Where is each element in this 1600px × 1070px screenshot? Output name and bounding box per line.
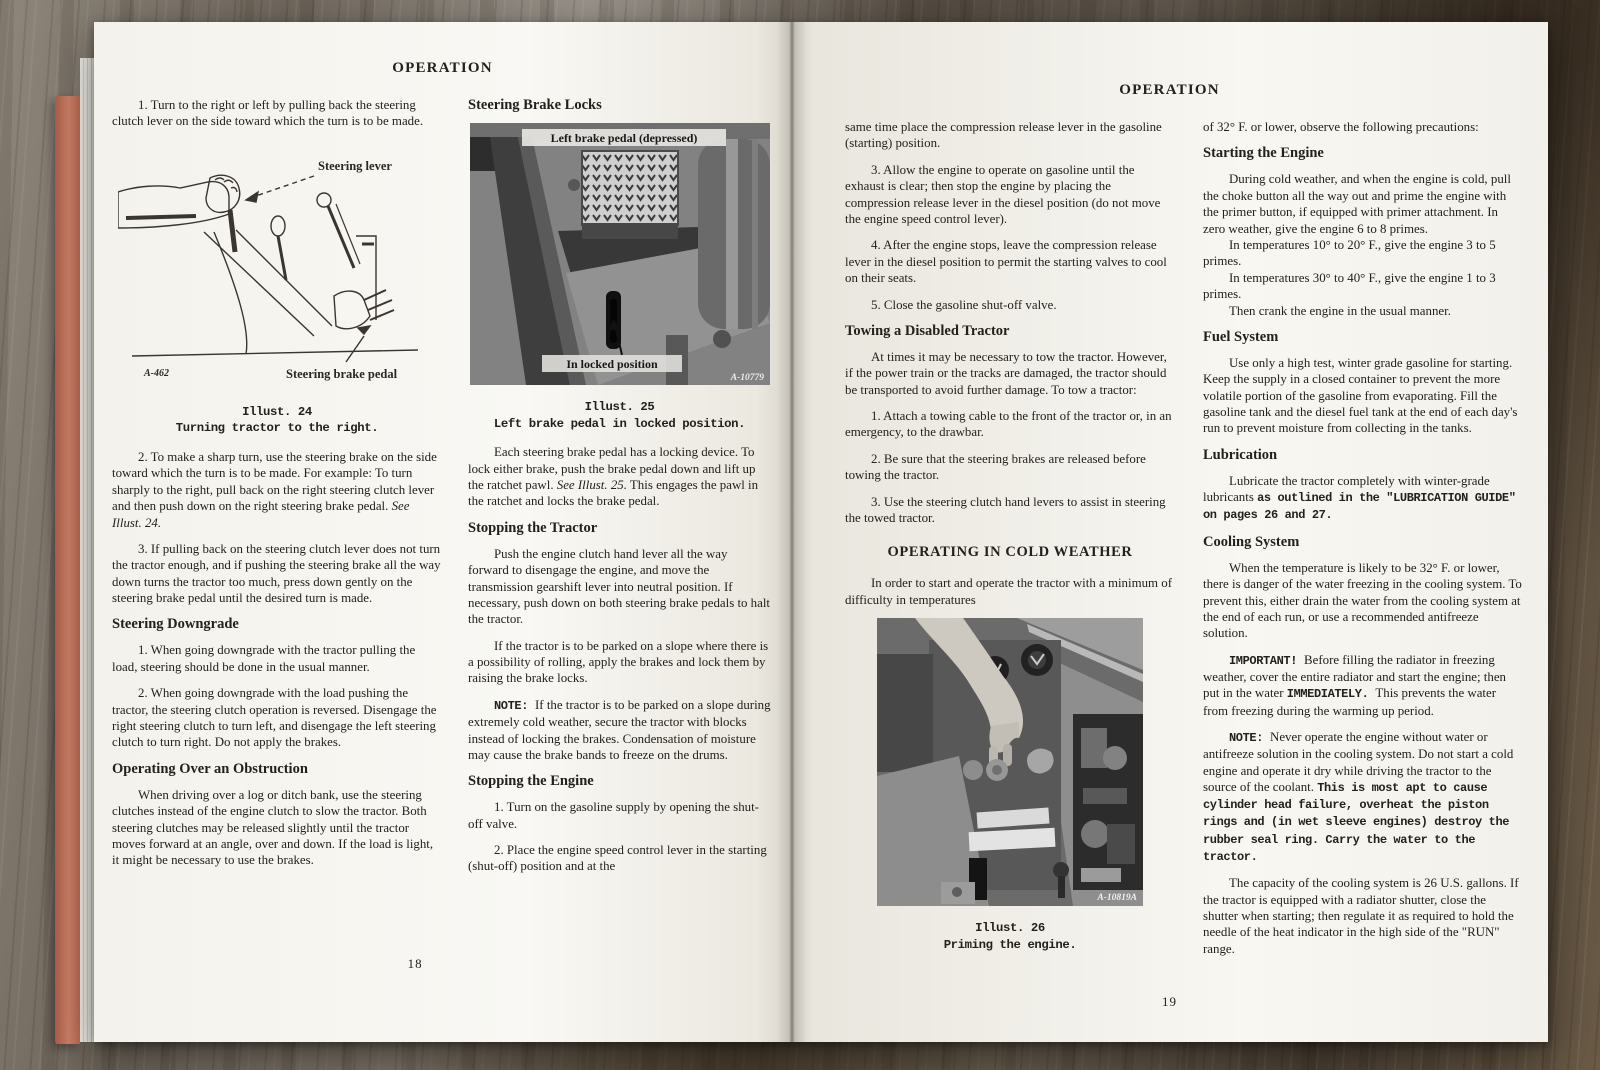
heading-steering-brake-locks: Steering Brake Locks <box>468 97 602 113</box>
page-header-left: OPERATION <box>392 60 493 76</box>
paragraph-stopping-tractor: Push the engine clutch hand lever all the way forward to disengage the engine, and move the transmission gearshift lever into neutral position. If necessary, push down on both steering brake pedals to halt the tractor. <box>468 546 771 627</box>
illustration-24 <box>112 140 442 437</box>
illust-24-code: A-462 <box>144 367 169 379</box>
boot-on-pedal <box>334 291 370 329</box>
illust-25-photo <box>470 123 770 385</box>
paragraph-cooling-system: When the temperature is likely to be 32° F. or lower, there is danger of the water freezing in the cooling system. To prevent this, either drain the water from the cooling system at the end of each run, or use a recommended antifreeze solution. <box>1203 560 1522 641</box>
bolt <box>963 760 983 780</box>
illust-24-caption: Illust. 24 Turning tractor to the right. <box>175 404 379 436</box>
important-label: IMPORTANT! <box>1229 653 1298 668</box>
page-edge-stack <box>80 58 94 1042</box>
paragraph-precautions: of 32° F. or lower, observe the following precautions: <box>1203 120 1479 134</box>
heading-operating-in-cold-weather: OPERATING IN COLD WEATHER <box>887 544 1133 561</box>
paragraph-towing-1: 1. Attach a towing cable to the front of the tractor or, in an emergency, to the drawbar. <box>845 409 1172 440</box>
page-19-columns <box>791 119 1548 967</box>
paragraph-locking-device: Each steering brake pedal has a locking device. To lock either brake, push the brake pedal down and lift up the ratchet pawl. See Illust. 25. This engages the pawl in the ratchet and locks the brake pedal. <box>468 445 759 509</box>
page-number-19: 19 <box>1162 994 1177 1009</box>
paragraph-important-radiator: IMPORTANT! Before filling the radiator in freezing weather, cover the entire radiator and start the engine; then put in the water IMMEDIATELY. This prevents the water from freezing during the warming up period. <box>1203 652 1506 718</box>
paragraph-after-engine-stops: 4. After the engine stops, leave the compression release lever in the diesel position to permit the starting valves to cool on their seats. <box>845 238 1167 286</box>
page-header-right: OPERATION <box>1119 82 1220 98</box>
illustration-26 <box>845 618 1175 953</box>
paragraph-cooling-capacity: The capacity of the cooling system is 26 U.S. gallons. If the tractor is equipped with a radiator shutter, close the shutter when starting; then regulate it as required to hold the needle of the heat indicator in the high side of the "RUN" range. <box>1203 876 1519 956</box>
illust-24-label-brake-pedal: Steering brake pedal <box>286 366 398 381</box>
brake-pedal-pad <box>582 151 678 225</box>
paragraph-note-cold-parking: NOTE: If the tractor is to be parked on a slope during extremely cold weather, secure the tractor with blocks instead of locking the brakes. Condensation of moisture may cause the brake bands to freeze on the drums. <box>468 697 771 762</box>
paragraph-parked-slope: If the tractor is to be parked on a slope where there is a possibility of rolling, apply the brakes and lock them by raising the brake locks. <box>468 638 769 686</box>
immediately-word: IMMEDIATELY. <box>1286 687 1369 702</box>
manual-book-spread <box>94 22 1548 1042</box>
heading-cooling-system: Cooling System <box>1203 533 1300 550</box>
page-number-18: 18 <box>407 956 423 971</box>
paragraph-sharp-turn: 2. To make a sharp turn, use the steering brake on the side toward which the turn is to be made. For example: To turn sharply to the right, pull back on the right steering clutch lever and then push down on the right steering brake pedal. See Illust. 24. <box>112 449 437 530</box>
paragraph-primes-30-40: In temperatures 30° to 40° F., give the engine 1 to 3 primes. <box>1203 270 1496 302</box>
paragraph-cold-intro: In order to start and operate the tractor with a minimum of difficulty in temperatures <box>845 576 1173 607</box>
illust-25-code: A-10779 <box>730 373 764 383</box>
paragraph-choke-primer: During cold weather, and when the engine is cold, pull the choke button all the way out and prime the engine with the primer button, if equipped with primer attachment. In zero weather, give the engine 6 to 8 primes. <box>1203 172 1511 236</box>
paragraph-note-coolant: NOTE: Never operate the engine without water or antifreeze solution in the cooling system. Do not start a cold engine and operate it dry while driving the tractor to the source of the coolant. This is most apt to cause cylinder head failure, overheat the piston rings and (in wet sleeve engines) destroy the rubber seal ring. Carry the water to the tractor. <box>1203 729 1514 864</box>
page-18-columns <box>94 97 791 885</box>
illust-26-caption: Illust. 26 Priming the engine. <box>943 921 1077 952</box>
page-18-column-2 <box>468 97 771 885</box>
paragraph-close-shutoff: 5. Close the gasoline shut-off valve. <box>871 297 1057 312</box>
illust-25-label-top: Left brake pedal (depressed) <box>550 131 697 145</box>
paragraph-towing-2: 2. Be sure that the steering brakes are released before towing the tractor. <box>845 451 1146 483</box>
illust-25-label-bottom: In locked position <box>565 357 658 371</box>
illust-26-code: A-10819A <box>1097 893 1137 904</box>
page-19-column-2 <box>1203 119 1522 967</box>
paragraph-allow-engine: 3. Allow the engine to operate on gasoline until the exhaust is clear; then stop the engine by placing the compression release lever in the diesel position (do not move the engine speed control lever). <box>845 162 1161 226</box>
armrest <box>126 216 196 218</box>
heading-steering-downgrade: Steering Downgrade <box>112 616 239 633</box>
paragraph-fuel-system: Use only a high test, winter grade gasoline for starting. Keep the supply in a closed container to prevent the more volatile portion of the gasoline from evaporating. Fill the gasoline tank and the diesel fuel tank at the end of each day's run to prevent moisture from collecting in the tanks. <box>1203 355 1518 436</box>
paragraph-gentle-brake: 3. If pulling back on the steering clutch lever does not turn the tractor enough, and if pushing the steering brake all the way down turns the tractor too much, press down gently on the steering brake pedal until the desired turn is made. <box>112 541 441 606</box>
heading-fuel-system: Fuel System <box>1203 328 1279 345</box>
page-19 <box>791 22 1548 1042</box>
paragraph-stop-engine-1: 1. Turn on the gasoline supply by opening the shut-off valve. <box>468 800 759 831</box>
paragraph-towing-intro: At times it may be necessary to tow the tractor. However, if the power train or the tracks are damaged, the tractor should be transported to avoid further damage. To tow a tractor: <box>845 349 1167 397</box>
operator-arm <box>118 181 229 227</box>
illust-26-photo <box>877 618 1143 906</box>
heading-stopping-the-tractor: Stopping the Tractor <box>468 519 598 536</box>
paragraph-obstruction: When driving over a log or ditch bank, use the steering clutches instead of the engine clutch to slow the tractor. Both steering clutches may be released slightly until the tractor moves forward at an angle, over and down. If the load is light, it might be necessary to use the brakes. <box>112 787 434 868</box>
heading-towing-disabled-tractor: Towing a Disabled Tractor <box>845 322 1010 339</box>
heading-operating-over-obstruction: Operating Over an Obstruction <box>112 760 308 777</box>
note-label: NOTE: <box>494 698 529 713</box>
steering-lever-shaft <box>230 210 235 252</box>
heading-starting-the-engine: Starting the Engine <box>1203 145 1324 162</box>
paragraph-towing-3: 3. Use the steering clutch hand levers to assist in steering the towed tractor. <box>845 494 1166 526</box>
heading-lubrication: Lubrication <box>1203 446 1278 463</box>
book-cover-edge <box>55 96 80 1044</box>
paragraph-turn-right: 1. Turn to the right or left by pulling back the steering clutch lever on the side toward which the turn is to be made. <box>112 98 424 129</box>
page-18 <box>94 22 791 1042</box>
page-18-column-1 <box>112 97 442 885</box>
illust-25-caption: Illust. 25 Left brake pedal in locked position. <box>493 400 746 431</box>
paragraph-lubrication: Lubricate the tractor completely with winter-grade lubricants as outlined in the "LUBRICATION GUIDE" on pages 26 and 27. <box>1203 473 1516 523</box>
note-label: NOTE: <box>1229 730 1264 745</box>
paragraph-crank-usual: Then crank the engine in the usual manner. <box>1229 303 1451 318</box>
illust-24-line-drawing <box>118 140 436 390</box>
paragraph-downgrade-1: 1. When going downgrade with the tractor pulling the load, steering should be done in the usual manner. <box>112 643 416 674</box>
illustration-25 <box>468 123 771 432</box>
operator-fist <box>206 175 240 212</box>
page-19-column-1 <box>845 119 1175 967</box>
paragraph-stop-engine-2: 2. Place the engine speed control lever in the starting (shut-off) position and at the <box>468 843 767 874</box>
heading-stopping-the-engine: Stopping the Engine <box>468 773 594 790</box>
paragraph-compression-release: same time place the compression release lever in the gasoline (starting) position. <box>845 120 1162 151</box>
paragraph-primes-10-20: In temperatures 10° to 20° F., give the engine 3 to 5 primes. <box>1203 237 1496 269</box>
illust-24-label-steering-lever: Steering lever <box>318 158 392 173</box>
paragraph-downgrade-2: 2. When going downgrade with the load pushing the tractor, the steering clutch operation is reversed. Disengage the right steering clutch to turn left, and disengage the left steering clutch to turn right. Do not apply the brakes. <box>112 686 437 750</box>
